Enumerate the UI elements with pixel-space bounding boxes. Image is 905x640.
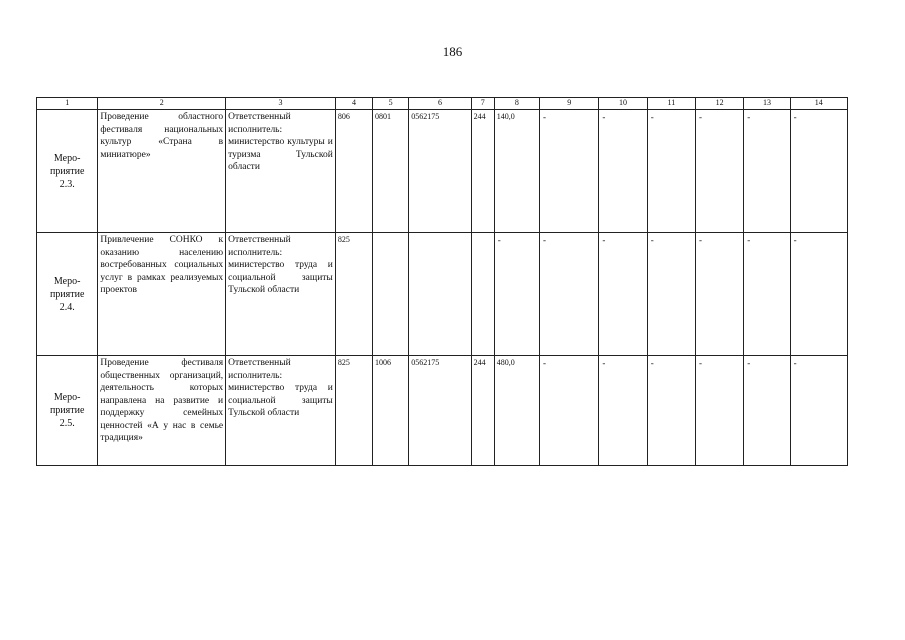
cell-c6: 0562175 [409,110,471,233]
responsible-executor: Ответственный исполнитель: министерство труда и социальной защиты Тульской области [226,356,336,466]
activity-label [37,233,98,356]
cell-c6 [409,233,471,356]
activity-label-line: приятие [49,405,85,416]
cell-c14: - [790,233,847,356]
activity-description: Привлечение СОНКО к оказанию населению востребованных социальных услуг в рамках реализуемых проектов [98,233,226,356]
cell-c7: 244 [471,356,494,466]
page-number: 186 [442,44,463,59]
cell-c12: - [696,110,744,233]
activity-label-line: приятие [49,288,85,300]
cell-c7 [471,233,494,356]
cell-c4: 806 [335,110,372,233]
column-header: 7 [471,98,494,110]
column-header: 1 [37,98,98,110]
cell-c4: 825 [335,356,372,466]
column-header: 11 [647,98,695,110]
column-header: 4 [335,98,372,110]
cell-c8: - [494,233,539,356]
activity-label-line: Меро- [53,152,81,164]
cell-c11: - [647,110,695,233]
column-header: 12 [696,98,744,110]
cell-c14: - [790,356,847,466]
table-row [37,233,848,356]
cell-c7: 244 [471,110,494,233]
column-header: 13 [744,98,790,110]
responsible-executor: Ответственный исполнитель: министерство культуры и туризма Тульской области [226,110,336,233]
activity-label [37,356,98,466]
cell-c10: - [599,356,647,466]
activity-description: Проведение областного фестиваля национальных культур «Страна в миниатюре» [98,110,226,233]
cell-c6: 0562175 [409,356,471,466]
table-row [37,356,848,466]
activity-label-line: 2.5. [59,418,75,429]
column-header: 8 [494,98,539,110]
cell-c13: - [744,110,790,233]
column-header: 5 [373,98,409,110]
activity-label-line: Меро- [53,392,81,403]
activity-label [37,110,98,233]
cell-c14: - [790,110,847,233]
cell-c5: 0801 [373,110,409,233]
cell-c4: 825 [335,233,372,356]
responsible-executor: Ответственный исполнитель: министерство труда и социальной защиты Тульской области [226,233,336,356]
cell-c8: 480,0 [494,356,539,466]
cell-c13: - [744,233,790,356]
activity-label-line: 2.4. [59,301,75,313]
table-row [37,110,848,233]
cell-c9: - [540,233,599,356]
cell-c5 [373,233,409,356]
activity-label-line: 2.3. [59,178,75,190]
activity-label-line: приятие [49,165,85,177]
column-header: 10 [599,98,647,110]
column-header: 9 [540,98,599,110]
cell-c12: - [696,356,744,466]
activity-description: Проведение фестиваля общественных организаций, деятельность которых направлена на развитие и поддержку семейных ценностей «А у нас в семье традиция» [98,356,226,466]
cell-c11: - [647,233,695,356]
activity-label-line: Меро- [53,275,81,287]
cell-c11: - [647,356,695,466]
cell-c9: - [540,110,599,233]
column-header: 14 [790,98,847,110]
header-row [37,98,848,110]
column-header: 3 [226,98,336,110]
column-header: 2 [98,98,226,110]
cell-c9: - [540,356,599,466]
cell-c8: 140,0 [494,110,539,233]
program-activities-table [36,97,848,466]
column-header: 6 [409,98,471,110]
cell-c10: - [599,233,647,356]
cell-c12: - [696,233,744,356]
cell-c10: - [599,110,647,233]
cell-c13: - [744,356,790,466]
cell-c5: 1006 [373,356,409,466]
